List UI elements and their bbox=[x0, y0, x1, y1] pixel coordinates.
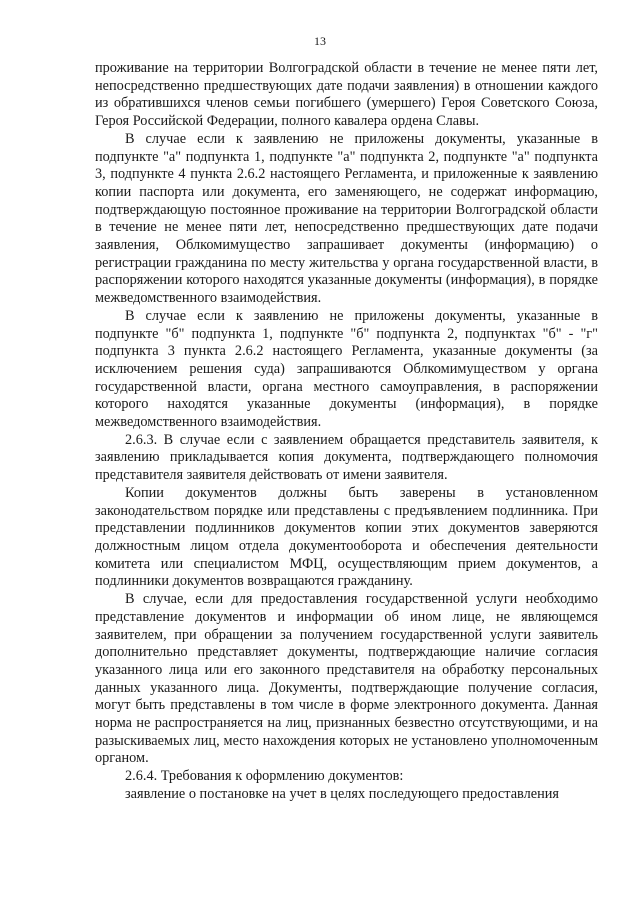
document-body bbox=[95, 60, 598, 804]
paragraph-3: В случае если к заявлению не приложены документы, указанные в подпункте "б" подпункта 1, подпункте "б" подпункта 2, подпунктах "б" - "г" подпункта 3 пункта 2.6.2 настоящего Регламента, указанные документы (за исключением решения суда) запрашиваются Облкомимуществом у органа государственной власти, органа местного самоуправления, в распоряжении которого находятся указанные документы (информация), в порядке межведомственного взаимодействия. bbox=[95, 307, 598, 431]
paragraph-7: 2.6.4. Требования к оформлению документов: bbox=[125, 768, 404, 785]
paragraph-2: В случае если к заявлению не приложены документы, указанные в подпункте "а" подпункта 1, подпункте "а" подпункта 2, подпункте "а" подпункта 3, подпункте 4 пункта 2.6.2 настоящего Регламента, и приложенные к заявлению копии паспорта или документа, его заменяющего, не содержат информацию, подтверждающую постоянное проживание на территории Волгоградской области в течение не менее пяти лет, непосредственно предшествующих дате подачи заявления, Облкомимущество запрашивает документы (информацию) о регистрации гражданина по месту жительства у органа государственной власти, в распоряжении которого находятся указанные документы (информация), в порядке межведомственного взаимодействия. bbox=[95, 130, 598, 307]
page-number: 13 bbox=[314, 34, 326, 48]
paragraph-5: Копии документов должны быть заверены в установленном законодательством порядке или представлены с предъявлением подлинника. При представлении подлинников документов копии этих документов заверяются должностным лицом отдела документооборота и обеспечения деятельности комитета или специалистом МФЦ, осуществляющим прием документов, а подлинники документов возвращаются гражданину. bbox=[95, 484, 598, 590]
paragraph-4: 2.6.3. В случае если с заявлением обращается представитель заявителя, к заявлению прикладывается копия документа, подтверждающего полномочия представителя заявителя действовать от имени заявителя. bbox=[95, 431, 598, 484]
paragraph-1: проживание на территории Волгоградской области в течение не менее пяти лет, непосредственно предшествующих дате подачи заявления) в отношении каждого из обратившихся членов семьи погибшего (умершего) Героя Советского Союза, Героя Российской Федерации, полного кавалера ордена Славы. bbox=[95, 60, 598, 130]
paragraph-8: заявление о постановке на учет в целях последующего предоставления bbox=[125, 785, 559, 802]
paragraph-6: В случае, если для предоставления государственной услуги необходимо представление документов и информации об ином лице, не являющемся заявителем, при обращении за получением государственной услуги заявитель дополнительно представляет документы, подтверждающие наличие согласия указанного лица или его законного представителя на обработку персональных данных указанного лица. Документы, подтверждающие получение согласия, могут быть представлены в том числе в форме электронного документа. Данная норма не распространяется на лиц, признанных безвестно отсутствующими, и на разыскиваемых лиц, место нахождения которых не установлено уполномоченным органом. bbox=[95, 591, 598, 767]
